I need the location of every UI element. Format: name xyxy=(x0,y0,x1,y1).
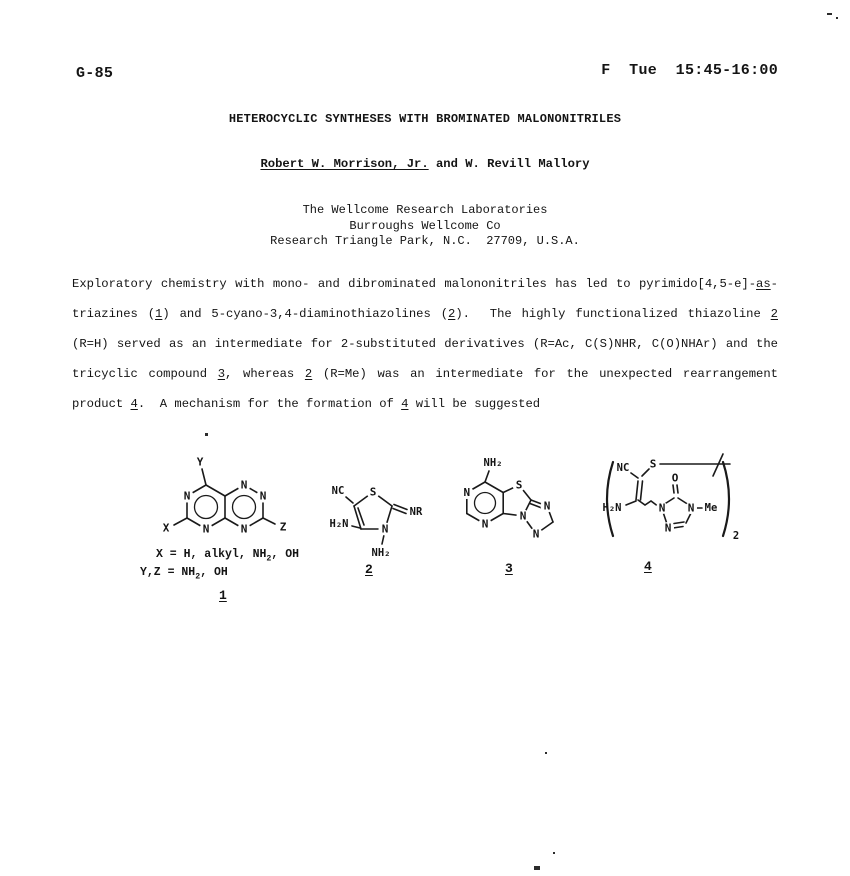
structure-1-substituents-yz: $Y,Z = NH_2$, OH xyxy=(140,566,228,582)
atom-label-O: O xyxy=(671,471,679,485)
atom-label-NH2: NH₂ xyxy=(483,457,503,469)
atom-label-Me: Me xyxy=(704,502,718,514)
atom-label-S: S xyxy=(649,457,657,471)
compound-number-3: 3 xyxy=(505,561,513,576)
structure-1-diagram xyxy=(140,448,320,548)
compound-number-2: 2 xyxy=(365,562,373,577)
scan-speck xyxy=(534,866,540,870)
atom-label-N: N xyxy=(202,522,210,536)
right-parenthesis xyxy=(723,462,729,536)
left-parenthesis xyxy=(607,462,613,536)
session-slot: F Tue 15:45-16:00 xyxy=(601,62,778,79)
scan-speck xyxy=(545,752,547,754)
scan-speck xyxy=(827,13,832,15)
atom-label-NC: NC xyxy=(331,485,345,497)
structure-3-diagram xyxy=(443,445,578,557)
abstract-line-1: Exploratory chemistry with mono- and dibrominated malononitriles has led to pyrimido[4,5-e]-as- xyxy=(72,277,778,291)
atom-label-S: S xyxy=(369,485,377,499)
scan-speck xyxy=(553,852,555,854)
atom-label-N: N xyxy=(183,489,191,503)
atom-label-NH2: NH₂ xyxy=(371,547,391,559)
atom-label-Z: Z xyxy=(279,520,287,534)
authors-line: Robert W. Morrison, Jr. and W. Revill Mallory xyxy=(260,157,590,171)
atom-label-H2N: H₂N xyxy=(602,502,622,514)
atom-label-H2N: H₂N xyxy=(329,518,349,530)
atom-label-N: N xyxy=(381,522,389,536)
affiliation-line-3: Research Triangle Park, N.C. 27709, U.S.A. xyxy=(270,234,580,248)
atom-label-N: N xyxy=(658,501,666,515)
structure-4-bonds xyxy=(626,454,730,528)
atom-label-N: N xyxy=(240,478,248,492)
compound-number-1: 1 xyxy=(219,588,227,603)
atom-label-NR: NR xyxy=(409,506,423,518)
atom-label-N: N xyxy=(481,517,489,531)
dimer-subscript: 2 xyxy=(732,530,740,542)
scan-speck xyxy=(836,17,838,19)
structure-2-bonds xyxy=(346,492,407,544)
abstract-line-3: (R=H) served as an intermediate for 2-substituted derivatives (R=Ac, C(S)NHR, C(O)NHAr) and the xyxy=(72,337,778,351)
atom-label-X: X xyxy=(162,521,170,535)
atom-label-S: S xyxy=(515,478,523,492)
structure-2-diagram xyxy=(315,452,440,567)
structure-4-diagram xyxy=(583,448,753,556)
atom-label-NC: NC xyxy=(616,462,630,474)
atom-label-N: N xyxy=(543,499,551,513)
affiliation-line-1: The Wellcome Research Laboratories xyxy=(302,203,548,217)
atom-label-N: N xyxy=(687,501,695,515)
abstract-line-2: triazines (1) and 5-cyano-3,4-diaminothiazolines (2). The highly functionalized thiazoline 2 xyxy=(72,307,778,321)
atom-label-Y: Y xyxy=(196,455,204,469)
compound-number-4: 4 xyxy=(644,559,652,574)
paper-title: HETEROCYCLIC SYNTHESES WITH BROMINATED MALONONITRILES xyxy=(228,112,622,126)
scan-speck xyxy=(205,433,208,436)
atom-label-N: N xyxy=(532,527,540,541)
abstract-line-5: product 4. A mechanism for the formation of 4 will be suggested xyxy=(72,397,541,411)
atom-label-N: N xyxy=(463,486,471,499)
atom-label-N: N xyxy=(259,489,267,503)
paper-code: G-85 xyxy=(76,65,114,82)
abstract-line-4: tricyclic compound 3, whereas 2 (R=Me) was an intermediate for the unexpected rearrangement xyxy=(72,367,778,381)
atom-label-N: N xyxy=(664,521,672,535)
atom-label-N: N xyxy=(519,509,527,523)
atom-label-N: N xyxy=(240,522,248,536)
affiliation-line-2: Burroughs Wellcome Co xyxy=(349,219,501,233)
structure-1-substituents-x: X = H, alkyl, $NH_2$, OH xyxy=(156,548,299,564)
